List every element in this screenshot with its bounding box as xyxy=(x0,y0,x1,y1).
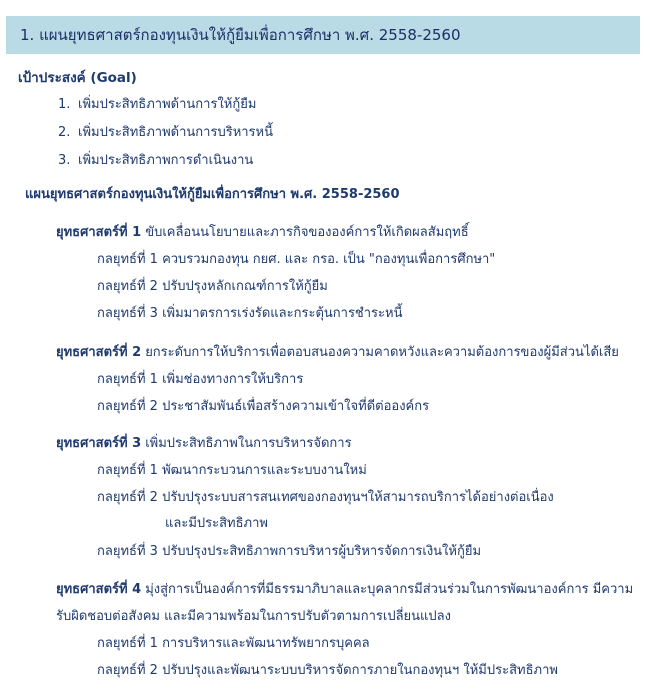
section-title: 1. แผนยุทธศาสตร์กองทุนเงินให้กู้ยืมเพื่อการศึกษา พ.ศ. 2558-2560 xyxy=(20,26,461,44)
tactic-item: กลยุทธ์ที่ 1 เพิ่มช่องทางการให้บริการ xyxy=(97,372,304,387)
tactic-item-continued: และมีประสิทธิภาพ xyxy=(165,516,268,531)
strategy-text-continued: รับผิดชอบต่อสังคม และมีความพร้อมในการปรับตัวตามการเปลี่ยนแปลง xyxy=(56,609,451,624)
tactic-item: กลยุทธ์ที่ 1 ควบรวมกองทุน กยศ. และ กรอ. เป็น "กองทุนเพื่อการศึกษา" xyxy=(97,252,496,267)
goal-title: เป้าประสงค์ (Goal) xyxy=(18,70,137,86)
strategy-label: ยุทธศาสตร์ที่ 1 xyxy=(56,225,142,240)
section-header xyxy=(6,16,640,54)
strategy-2 xyxy=(56,341,619,365)
tactic-item: กลยุทธ์ที่ 3 เพิ่มมาตรการเร่งรัดและกระตุ้นการชำระหนี้ xyxy=(97,306,403,321)
strategy-text: ขับเคลื่อนนโยบายและภารกิจขององค์การให้เกิดผลสัมฤทธิ์ xyxy=(145,225,469,240)
goal-item: 2. เพิ่มประสิทธิภาพด้านการบริหารหนี้ xyxy=(58,125,273,140)
goal-item: 1. เพิ่มประสิทธิภาพด้านการให้กู้ยืม xyxy=(58,97,257,112)
strategy-text: มุ่งสู่การเป็นองค์การที่มีธรรมาภิบาลและบุคลากรมีส่วนร่วมในการพัฒนาองค์การ มีความ xyxy=(145,582,634,597)
goal-item: 3. เพิ่มประสิทธิภาพการดำเนินงาน xyxy=(58,153,254,168)
strategy-label: ยุทธศาสตร์ที่ 4 xyxy=(56,582,142,597)
plan-title: แผนยุทธศาสตร์กองทุนเงินให้กู้ยืมเพื่อการศึกษา พ.ศ. 2558-2560 xyxy=(25,187,400,202)
strategy-3 xyxy=(56,432,352,456)
strategy-label: ยุทธศาสตร์ที่ 2 xyxy=(56,345,142,360)
strategy-text: เพิ่มประสิทธิภาพในการบริหารจัดการ xyxy=(145,436,352,451)
tactic-item: กลยุทธ์ที่ 2 ปรับปรุงระบบสารสนเทศของกองทุนฯให้สามารถบริการได้อย่างต่อเนื่อง xyxy=(97,490,554,505)
goal-list xyxy=(58,91,273,175)
tactic-item: กลยุทธ์ที่ 2 ปรับปรุงหลักเกณฑ์การให้กู้ยืม xyxy=(97,279,328,294)
tactic-item: กลยุทธ์ที่ 2 ประชาสัมพันธ์เพื่อสร้างความเข้าใจที่ดีต่อองค์กร xyxy=(97,399,430,414)
tactic-item: กลยุทธ์ที่ 1 การบริหารและพัฒนาทรัพยากรบุคคล xyxy=(97,636,370,651)
strategy-text: ยกระดับการให้บริการเพื่อตอบสนองความคาดหวังและความต้องการของผู้มีส่วนได้เสีย xyxy=(145,345,619,360)
tactic-item: กลยุทธ์ที่ 1 พัฒนากระบวนการและระบบงานใหม่ xyxy=(97,463,367,478)
tactic-item: กลยุทธ์ที่ 2 ปรับปรุงและพัฒนาระบบบริหารจัดการภายในกองทุนฯ ให้มีประสิทธิภาพ xyxy=(97,663,558,678)
tactic-item: กลยุทธ์ที่ 3 ปรับปรุงประสิทธิภาพการบริหารผู้บริหารจัดการเงินให้กู้ยืม xyxy=(97,544,482,559)
strategy-4 xyxy=(56,578,633,602)
strategy-1 xyxy=(56,221,469,245)
strategy-label: ยุทธศาสตร์ที่ 3 xyxy=(56,436,142,451)
